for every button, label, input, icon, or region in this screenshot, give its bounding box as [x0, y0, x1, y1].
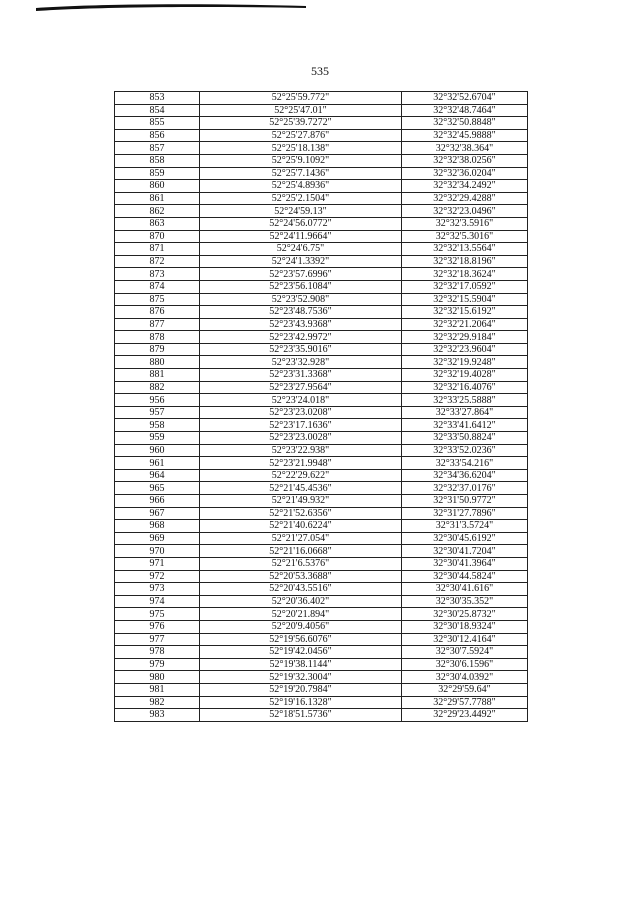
table-row: [115, 406, 528, 419]
table-row: [115, 507, 528, 520]
point-number-cell: 969: [115, 532, 200, 545]
table-row: [115, 217, 528, 230]
table-row: [115, 129, 528, 142]
longitude-cell: 32°30'4.0392": [402, 671, 528, 684]
latitude-cell: 52°24'1.3392": [200, 255, 402, 268]
latitude-cell: 52°25'47.01": [200, 104, 402, 117]
table-row: [115, 280, 528, 293]
longitude-cell: 32°30'12.4164": [402, 633, 528, 646]
latitude-cell: 52°23'35.9016": [200, 343, 402, 356]
latitude-cell: 52°25'59.772": [200, 92, 402, 105]
longitude-cell: 32°33'27.864": [402, 406, 528, 419]
table-row: [115, 92, 528, 105]
table-row: [115, 583, 528, 596]
point-number-cell: 878: [115, 331, 200, 344]
longitude-cell: 32°32'36.0204": [402, 167, 528, 180]
table-row: [115, 230, 528, 243]
point-number-cell: 983: [115, 709, 200, 722]
longitude-cell: 32°30'6.1596": [402, 658, 528, 671]
longitude-cell: 32°31'27.7896": [402, 507, 528, 520]
latitude-cell: 52°21'45.4536": [200, 482, 402, 495]
longitude-cell: 32°32'50.8848": [402, 117, 528, 130]
longitude-cell: 32°30'35.352": [402, 595, 528, 608]
point-number-cell: 975: [115, 608, 200, 621]
latitude-cell: 52°23'57.6996": [200, 268, 402, 281]
point-number-cell: 871: [115, 243, 200, 256]
latitude-cell: 52°23'22.938": [200, 444, 402, 457]
table-row: [115, 243, 528, 256]
latitude-cell: 52°25'18.138": [200, 142, 402, 155]
table-row: [115, 331, 528, 344]
longitude-cell: 32°30'41.3964": [402, 557, 528, 570]
table-row: [115, 192, 528, 205]
table-row: [115, 369, 528, 382]
latitude-cell: 52°23'23.0208": [200, 406, 402, 419]
table-row: [115, 306, 528, 319]
point-number-cell: 860: [115, 180, 200, 193]
point-number-cell: 859: [115, 167, 200, 180]
point-number-cell: 863: [115, 217, 200, 230]
longitude-cell: 32°29'23.4492": [402, 709, 528, 722]
point-number-cell: 960: [115, 444, 200, 457]
point-number-cell: 862: [115, 205, 200, 218]
point-number-cell: 880: [115, 356, 200, 369]
latitude-cell: 52°23'21.9948": [200, 457, 402, 470]
latitude-cell: 52°19'42.0456": [200, 646, 402, 659]
table-row: [115, 532, 528, 545]
latitude-cell: 52°20'36.402": [200, 595, 402, 608]
table-row: [115, 419, 528, 432]
latitude-cell: 52°25'27.876": [200, 129, 402, 142]
point-number-cell: 874: [115, 280, 200, 293]
latitude-cell: 52°22'29.622": [200, 469, 402, 482]
table-row: [115, 495, 528, 508]
longitude-cell: 32°32'38.0256": [402, 154, 528, 167]
point-number-cell: 973: [115, 583, 200, 596]
point-number-cell: 967: [115, 507, 200, 520]
latitude-cell: 52°25'4.8936": [200, 180, 402, 193]
longitude-cell: 32°32'13.5564": [402, 243, 528, 256]
latitude-cell: 52°25'7.1436": [200, 167, 402, 180]
longitude-cell: 32°32'19.9248": [402, 356, 528, 369]
longitude-cell: 32°32'15.5904": [402, 293, 528, 306]
longitude-cell: 32°32'45.9888": [402, 129, 528, 142]
point-number-cell: 966: [115, 495, 200, 508]
table-row: [115, 394, 528, 407]
point-number-cell: 974: [115, 595, 200, 608]
point-number-cell: 971: [115, 557, 200, 570]
coordinates-table-body: [115, 92, 528, 722]
table-row: [115, 570, 528, 583]
point-number-cell: 978: [115, 646, 200, 659]
latitude-cell: 52°18'51.5736": [200, 709, 402, 722]
latitude-cell: 52°21'27.054": [200, 532, 402, 545]
longitude-cell: 32°30'25.8732": [402, 608, 528, 621]
table-row: [115, 696, 528, 709]
table-row: [115, 167, 528, 180]
latitude-cell: 52°23'42.9972": [200, 331, 402, 344]
table-row: [115, 318, 528, 331]
longitude-cell: 32°32'23.9604": [402, 343, 528, 356]
longitude-cell: 32°32'23.0496": [402, 205, 528, 218]
latitude-cell: 52°23'17.1636": [200, 419, 402, 432]
longitude-cell: 32°31'50.9772": [402, 495, 528, 508]
longitude-cell: 32°32'52.6704": [402, 92, 528, 105]
table-row: [115, 432, 528, 445]
point-number-cell: 873: [115, 268, 200, 281]
longitude-cell: 32°31'3.5724": [402, 520, 528, 533]
latitude-cell: 52°21'6.5376": [200, 557, 402, 570]
longitude-cell: 32°30'7.5924": [402, 646, 528, 659]
point-number-cell: 961: [115, 457, 200, 470]
latitude-cell: 52°23'23.0028": [200, 432, 402, 445]
latitude-cell: 52°25'39.7272": [200, 117, 402, 130]
latitude-cell: 52°19'16.1328": [200, 696, 402, 709]
point-number-cell: 956: [115, 394, 200, 407]
table-row: [115, 457, 528, 470]
latitude-cell: 52°23'31.3368": [200, 369, 402, 382]
point-number-cell: 857: [115, 142, 200, 155]
coordinates-table: [114, 91, 528, 722]
longitude-cell: 32°33'25.5888": [402, 394, 528, 407]
latitude-cell: 52°25'9.1092": [200, 154, 402, 167]
latitude-cell: 52°23'56.1084": [200, 280, 402, 293]
longitude-cell: 32°32'17.0592": [402, 280, 528, 293]
longitude-cell: 32°32'16.4076": [402, 381, 528, 394]
table-row: [115, 268, 528, 281]
latitude-cell: 52°23'52.908": [200, 293, 402, 306]
longitude-cell: 32°30'41.7204": [402, 545, 528, 558]
latitude-cell: 52°24'56.0772": [200, 217, 402, 230]
latitude-cell: 52°19'38.1144": [200, 658, 402, 671]
longitude-cell: 32°29'57.7788": [402, 696, 528, 709]
longitude-cell: 32°29'59.64": [402, 683, 528, 696]
longitude-cell: 32°32'48.7464": [402, 104, 528, 117]
table-row: [115, 293, 528, 306]
longitude-cell: 32°32'18.8196": [402, 255, 528, 268]
latitude-cell: 52°20'21.894": [200, 608, 402, 621]
table-row: [115, 671, 528, 684]
table-row: [115, 142, 528, 155]
point-number-cell: 855: [115, 117, 200, 130]
point-number-cell: 959: [115, 432, 200, 445]
latitude-cell: 52°21'52.6356": [200, 507, 402, 520]
latitude-cell: 52°25'2.1504": [200, 192, 402, 205]
longitude-cell: 32°32'18.3624": [402, 268, 528, 281]
longitude-cell: 32°32'34.2492": [402, 180, 528, 193]
table-row: [115, 154, 528, 167]
point-number-cell: 861: [115, 192, 200, 205]
table-row: [115, 646, 528, 659]
table-row: [115, 683, 528, 696]
longitude-cell: 32°30'45.6192": [402, 532, 528, 545]
table-row: [115, 180, 528, 193]
longitude-cell: 32°33'50.8824": [402, 432, 528, 445]
scan-artifact-line: [36, 3, 306, 11]
table-row: [115, 608, 528, 621]
point-number-cell: 964: [115, 469, 200, 482]
point-number-cell: 882: [115, 381, 200, 394]
longitude-cell: 32°33'54.216": [402, 457, 528, 470]
latitude-cell: 52°21'49.932": [200, 495, 402, 508]
point-number-cell: 856: [115, 129, 200, 142]
point-number-cell: 981: [115, 683, 200, 696]
latitude-cell: 52°20'43.5516": [200, 583, 402, 596]
point-number-cell: 877: [115, 318, 200, 331]
table-row: [115, 620, 528, 633]
table-row: [115, 381, 528, 394]
latitude-cell: 52°24'6.75": [200, 243, 402, 256]
point-number-cell: 976: [115, 620, 200, 633]
table-row: [115, 595, 528, 608]
latitude-cell: 52°23'43.9368": [200, 318, 402, 331]
point-number-cell: 972: [115, 570, 200, 583]
longitude-cell: 32°30'41.616": [402, 583, 528, 596]
latitude-cell: 52°19'32.3004": [200, 671, 402, 684]
table-row: [115, 520, 528, 533]
table-row: [115, 343, 528, 356]
table-row: [115, 469, 528, 482]
table-row: [115, 557, 528, 570]
table-row: [115, 356, 528, 369]
point-number-cell: 968: [115, 520, 200, 533]
point-number-cell: 879: [115, 343, 200, 356]
point-number-cell: 957: [115, 406, 200, 419]
table-row: [115, 709, 528, 722]
latitude-cell: 52°23'24.018": [200, 394, 402, 407]
longitude-cell: 32°32'15.6192": [402, 306, 528, 319]
longitude-cell: 32°32'29.9184": [402, 331, 528, 344]
point-number-cell: 982: [115, 696, 200, 709]
longitude-cell: 32°32'3.5916": [402, 217, 528, 230]
table-row: [115, 104, 528, 117]
point-number-cell: 876: [115, 306, 200, 319]
point-number-cell: 853: [115, 92, 200, 105]
point-number-cell: 875: [115, 293, 200, 306]
longitude-cell: 32°32'5.3016": [402, 230, 528, 243]
table-row: [115, 482, 528, 495]
point-number-cell: 965: [115, 482, 200, 495]
point-number-cell: 970: [115, 545, 200, 558]
latitude-cell: 52°19'20.7984": [200, 683, 402, 696]
longitude-cell: 32°32'29.4288": [402, 192, 528, 205]
table-row: [115, 255, 528, 268]
table-row: [115, 444, 528, 457]
longitude-cell: 32°32'21.2064": [402, 318, 528, 331]
table-row: [115, 205, 528, 218]
point-number-cell: 858: [115, 154, 200, 167]
latitude-cell: 52°23'27.9564": [200, 381, 402, 394]
table-row: [115, 545, 528, 558]
longitude-cell: 32°30'18.9324": [402, 620, 528, 633]
longitude-cell: 32°34'36.6204": [402, 469, 528, 482]
point-number-cell: 872: [115, 255, 200, 268]
longitude-cell: 32°32'37.0176": [402, 482, 528, 495]
latitude-cell: 52°20'53.3688": [200, 570, 402, 583]
longitude-cell: 32°33'41.6412": [402, 419, 528, 432]
point-number-cell: 958: [115, 419, 200, 432]
latitude-cell: 52°23'32.928": [200, 356, 402, 369]
point-number-cell: 977: [115, 633, 200, 646]
latitude-cell: 52°21'16.0668": [200, 545, 402, 558]
table-row: [115, 658, 528, 671]
point-number-cell: 870: [115, 230, 200, 243]
longitude-cell: 32°30'44.5824": [402, 570, 528, 583]
latitude-cell: 52°24'59.13": [200, 205, 402, 218]
point-number-cell: 980: [115, 671, 200, 684]
page-number: 535: [311, 64, 329, 78]
latitude-cell: 52°24'11.9664": [200, 230, 402, 243]
table-row: [115, 117, 528, 130]
point-number-cell: 854: [115, 104, 200, 117]
latitude-cell: 52°19'56.6076": [200, 633, 402, 646]
latitude-cell: 52°23'48.7536": [200, 306, 402, 319]
latitude-cell: 52°21'40.6224": [200, 520, 402, 533]
longitude-cell: 32°32'38.364": [402, 142, 528, 155]
longitude-cell: 32°33'52.0236": [402, 444, 528, 457]
table-row: [115, 633, 528, 646]
longitude-cell: 32°32'19.4028": [402, 369, 528, 382]
latitude-cell: 52°20'9.4056": [200, 620, 402, 633]
point-number-cell: 979: [115, 658, 200, 671]
point-number-cell: 881: [115, 369, 200, 382]
